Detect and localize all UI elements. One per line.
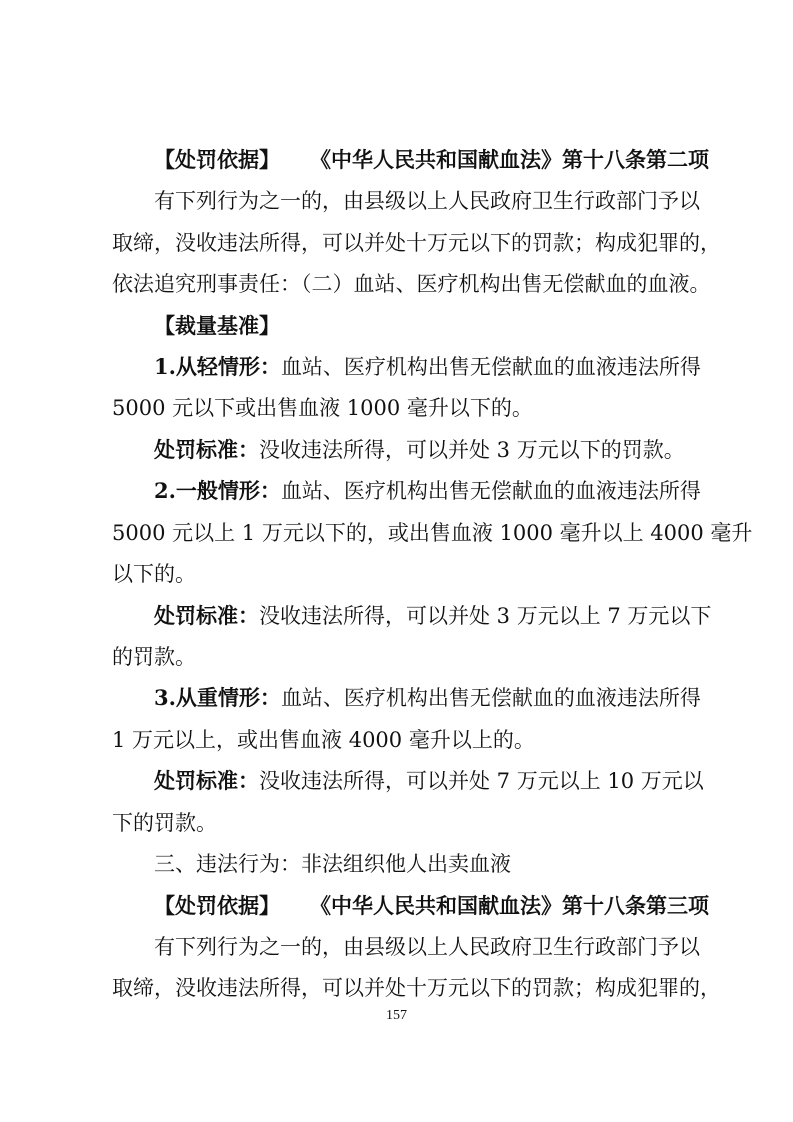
standard-label: 处罚标准： <box>154 768 259 793</box>
standard-text: 没收违法所得，可以并处 7 万元以上 10 万元以 <box>259 769 704 793</box>
paragraph-line: 依法追究刑事责任：（二）血站、医疗机构出售无偿献血的血液。 <box>112 272 711 296</box>
general-case-line-1 <box>154 471 701 511</box>
paragraph-line: 有下列行为之一的，由县级以上人民政府卫生行政部门予以 <box>154 189 700 213</box>
heavy-case-line-1 <box>154 678 701 718</box>
section-title: 三、违法行为：非法组织他人出卖血液 <box>154 852 511 876</box>
general-case-text: 血站、医疗机构出售无偿献血的血液违法所得 <box>280 479 701 503</box>
penalty-basis-law: 《中华人民共和国献血法》第十八条第三项 <box>310 893 709 918</box>
general-case-label: 2.一般情形： <box>154 478 281 503</box>
penalty-basis-law: 《中华人民共和国献血法》第十八条第二项 <box>310 147 709 172</box>
standard-label: 处罚标准： <box>154 437 259 462</box>
general-case-line-3: 以下的。 <box>112 562 196 586</box>
penalty-basis-line-2 <box>154 886 709 926</box>
discretion-standard-heading: 【裁量基准】 <box>154 313 280 338</box>
heavy-case-label: 3.从重情形： <box>154 685 281 710</box>
standard-text: 没收违法所得，可以并处 3 万元以上 7 万元以下 <box>259 604 712 628</box>
light-case-text: 血站、医疗机构出售无偿献血的血液违法所得 <box>280 355 701 379</box>
page-number: 157 <box>386 1008 407 1023</box>
heavy-case-text: 血站、医疗机构出售无偿献血的血液违法所得 <box>280 686 701 710</box>
paragraph-line: 取缔，没收违法所得，可以并处十万元以下的罚款；构成犯罪的， <box>112 976 721 1000</box>
paragraph-line: 有下列行为之一的，由县级以上人民政府卫生行政部门予以 <box>154 935 700 959</box>
light-case-label: 1.从轻情形： <box>154 354 281 379</box>
general-case-standard <box>154 596 712 636</box>
general-case-standard-line-2: 的罚款。 <box>112 645 196 669</box>
heavy-case-line-2: 1 万元以上，或出售血液 4000 毫升以上的。 <box>112 728 535 752</box>
penalty-basis-label: 【处罚依据】 <box>154 893 280 918</box>
standard-text: 没收违法所得，可以并处 3 万元以下的罚款。 <box>259 438 685 462</box>
light-case-line-2: 5000 元以下或出售血液 1000 毫升以下的。 <box>112 396 533 420</box>
general-case-line-2: 5000 元以上 1 万元以下的，或出售血液 1000 毫升以上 4000 毫升 <box>112 521 753 545</box>
light-case-line-1 <box>154 347 701 387</box>
heavy-case-standard <box>154 761 704 801</box>
paragraph-line: 取缔，没收违法所得，可以并处十万元以下的罚款；构成犯罪的， <box>112 231 721 255</box>
penalty-basis-label: 【处罚依据】 <box>154 147 280 172</box>
standard-label: 处罚标准： <box>154 603 259 628</box>
light-case-standard <box>154 430 688 470</box>
heavy-case-standard-line-2: 下的罚款。 <box>112 811 217 835</box>
penalty-basis-line-1 <box>154 140 709 180</box>
